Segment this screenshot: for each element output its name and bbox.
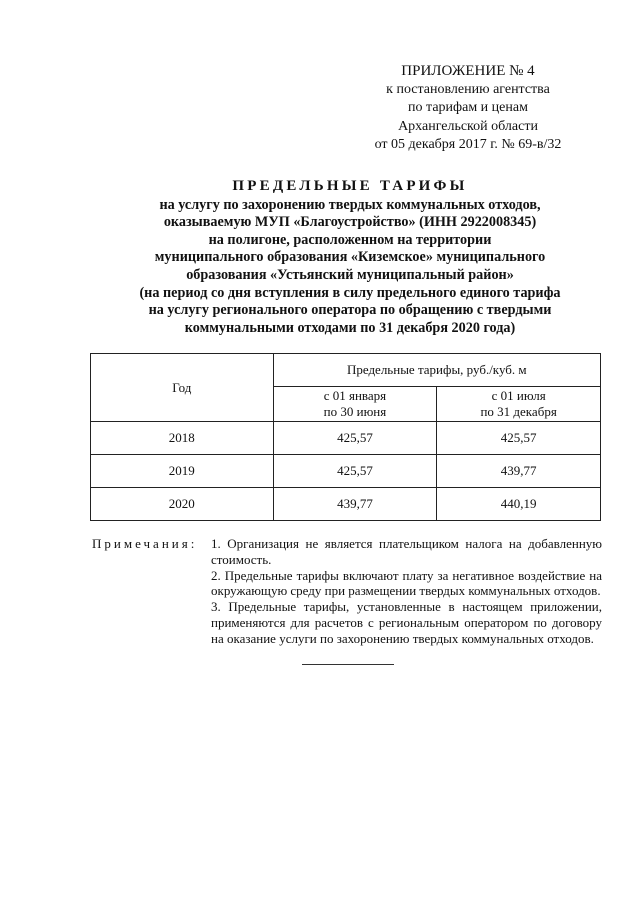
table-row	[91, 455, 601, 488]
closing-divider	[302, 664, 394, 665]
notes-label: Примечания:	[92, 536, 198, 551]
heading-line: образования «Устьянский муниципальный район»	[186, 266, 514, 283]
appendix-title: ПРИЛОЖЕНИЕ № 4	[401, 63, 535, 79]
tariff-column-header: Предельные тарифы, руб./куб. м	[273, 354, 600, 387]
year-cell: 2019	[91, 455, 274, 488]
heading-line: (на период со дня вступления в силу предельного единого тарифа	[139, 284, 561, 301]
table-header-row	[91, 354, 601, 387]
appendix-line: по тарифам и ценам	[408, 100, 528, 115]
heading-line: на услугу регионального оператора по обращению с твердыми	[148, 302, 552, 319]
tariffs-table	[90, 353, 601, 521]
period-line: по 31 декабря	[480, 404, 557, 419]
year-cell: 2018	[91, 422, 274, 455]
document-heading	[90, 178, 610, 337]
period-line: по 30 июня	[323, 404, 387, 419]
appendix-line: от 05 декабря 2017 г. № 69-в/32	[374, 137, 562, 152]
notes-list	[211, 536, 602, 647]
note-item: 3. Предельные тарифы, установленные в настоящем приложении, применяются для расчетов с региональным оператором по договору на оказание услуги по захоронению твердых коммунальных отходов.	[211, 599, 602, 646]
note-item: 2. Предельные тарифы включают плату за негативное воздействие на окружающую среду при размещении твердых коммунальных отходов.	[211, 567, 602, 599]
period-second-half-header	[437, 387, 601, 422]
heading-line: на полигоне, расположенном на территории	[208, 231, 492, 248]
year-cell: 2020	[91, 488, 274, 521]
tariff-cell: 425,57	[437, 422, 601, 455]
period-line: с 01 января	[323, 388, 387, 403]
heading-line: на услугу по захоронению твердых коммунальных отходов,	[159, 196, 541, 213]
table-row	[91, 422, 601, 455]
document-title: ПРЕДЕЛЬНЫЕ ТАРИФЫ	[232, 178, 468, 194]
period-line: с 01 июля	[491, 388, 546, 403]
appendix-block	[360, 62, 576, 155]
period-first-half-header	[273, 387, 437, 422]
tariff-cell: 425,57	[273, 422, 437, 455]
table-row	[91, 488, 601, 521]
tariff-cell: 439,77	[273, 488, 437, 521]
heading-line: муниципального образования «Киземское» муниципального	[154, 249, 546, 266]
year-column-header: Год	[91, 354, 274, 422]
heading-line: оказываемую МУП «Благоустройство» (ИНН 2922008345)	[163, 214, 537, 231]
tariff-cell: 425,57	[273, 455, 437, 488]
tariff-cell: 440,19	[437, 488, 601, 521]
appendix-line: к постановлению агентства	[386, 81, 550, 97]
note-item: 1. Организация не является плательщиком налога на добавленную стоимость.	[211, 536, 602, 567]
appendix-line: Архангельской области	[398, 118, 538, 134]
heading-line: коммунальными отходами по 31 декабря 2020 года)	[184, 319, 516, 336]
tariff-cell: 439,77	[437, 455, 601, 488]
